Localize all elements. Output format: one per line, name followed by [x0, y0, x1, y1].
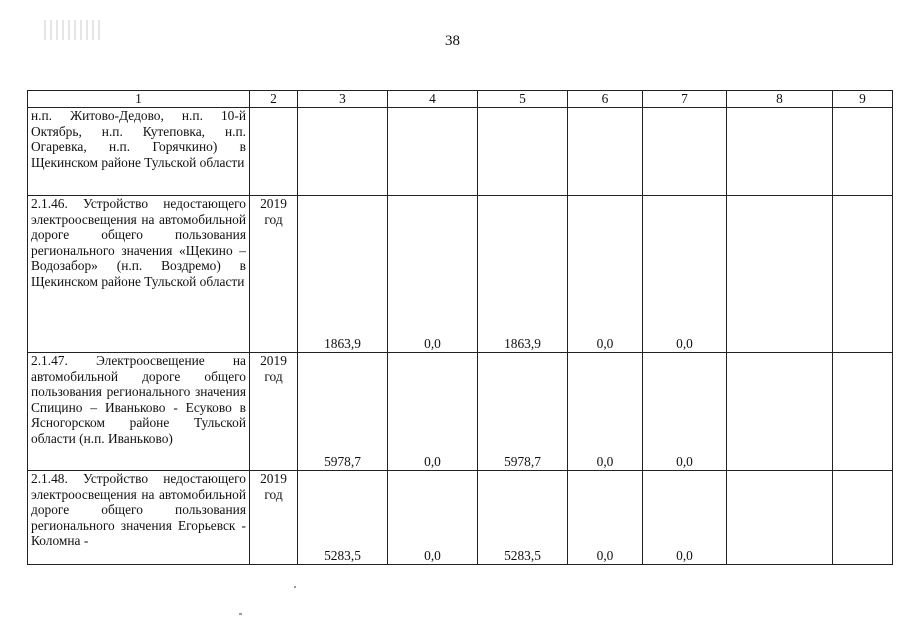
cell-col7: 0,0: [643, 471, 727, 565]
column-header: 6: [568, 91, 643, 108]
item-description: 2.1.48. Устройство недостающего электроосвещения на автомобильной дороге общего пользования регионального значения Егорьевск - Коломна -: [28, 471, 250, 565]
cell-col3: 5978,7: [298, 353, 388, 471]
cell-col3: [298, 108, 388, 196]
cell-col5: 1863,9: [478, 196, 568, 353]
scan-speck: [239, 613, 242, 615]
header-row: [28, 91, 893, 108]
cell-col9: [833, 196, 893, 353]
column-header: 8: [727, 91, 833, 108]
cell-col8: [727, 471, 833, 565]
page-number: 38: [445, 33, 460, 49]
item-year: 2019 год: [250, 353, 298, 471]
cell-col5: 5978,7: [478, 353, 568, 471]
cell-col3: 5283,5: [298, 471, 388, 565]
column-header: 3: [298, 91, 388, 108]
column-header: 4: [388, 91, 478, 108]
cell-col9: [833, 108, 893, 196]
cell-col4: 0,0: [388, 471, 478, 565]
column-header: 7: [643, 91, 727, 108]
item-description: н.п. Житово-Дедово, н.п. 10-й Октябрь, н.п. Кутеповка, н.п. Огаревка, н.п. Горячкино) в Щекинском районе Тульской области: [28, 108, 250, 196]
item-description: 2.1.46. Устройство недостающего электроосвещения на автомобильной дороге общего пользования регионального значения «Щекино – Водозабор» (н.п. Воздремо) в Щекинском районе Тульской области: [28, 196, 250, 353]
cell-col8: [727, 108, 833, 196]
cell-col4: 0,0: [388, 196, 478, 353]
item-year: 2019 год: [250, 196, 298, 353]
cell-col7: 0,0: [643, 196, 727, 353]
column-header: 9: [833, 91, 893, 108]
table-row: [28, 471, 893, 565]
cell-col5: 5283,5: [478, 471, 568, 565]
cell-col5: [478, 108, 568, 196]
scan-speck: [294, 586, 296, 588]
item-year: 2019 год: [250, 471, 298, 565]
table-row: [28, 196, 893, 353]
cell-col6: 0,0: [568, 353, 643, 471]
cell-col6: 0,0: [568, 471, 643, 565]
column-header: 5: [478, 91, 568, 108]
table-row: [28, 353, 893, 471]
cell-col6: 0,0: [568, 196, 643, 353]
item-description: 2.1.47. Электроосвещение на автомобильной дороге общего пользования регионального значения Спицино – Иваньково - Есуково в Ясногорском районе Тульской области (н.п. Иваньково): [28, 353, 250, 471]
cell-col9: [833, 471, 893, 565]
cell-col7: 0,0: [643, 353, 727, 471]
table-row: [28, 108, 893, 196]
column-header: 1: [28, 91, 250, 108]
item-year: [250, 108, 298, 196]
column-header: 2: [250, 91, 298, 108]
cell-col6: [568, 108, 643, 196]
cell-col7: [643, 108, 727, 196]
cell-col8: [727, 353, 833, 471]
cell-col8: [727, 196, 833, 353]
cell-col3: 1863,9: [298, 196, 388, 353]
data-table: [27, 90, 893, 565]
cell-col9: [833, 353, 893, 471]
cell-col4: [388, 108, 478, 196]
cell-col4: 0,0: [388, 353, 478, 471]
